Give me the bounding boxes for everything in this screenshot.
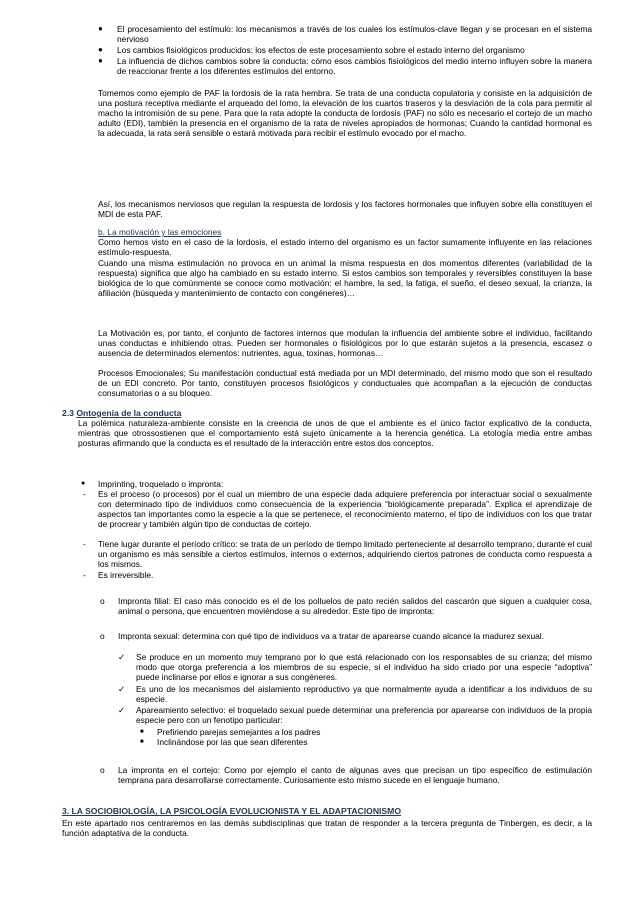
dash-item: Tiene lugar durante el período crítico: se trata de un período de tiempo limitado perteneciente al desarrollo temprano, durante el cual un organismo es más sensible a ciertos estímulos, internos o externos, adquiriendo ciertos patrones de conducta como respuesta a los mismos.: [98, 539, 592, 570]
o-marker: o: [100, 596, 105, 606]
square-item: Prefiriendo parejas semejantes a los padres: [157, 727, 321, 737]
section-number: 2.3: [62, 408, 74, 418]
impronta-filial: Impronta filial: El caso más conocido es el de los polluelos de pato recién salidos del cascarón que siguen a cualquier cosa, animal o persona, que encuentren moviéndose a su alrededor. Este tipo de impronta:: [118, 596, 592, 617]
square-bullet-icon: ■: [140, 739, 144, 745]
o-marker: o: [100, 765, 105, 775]
dash-marker: -: [83, 489, 86, 499]
paragraph-lordosis: Tomemos como ejemplo de PAF la lordosis de la rata hembra. Se trata de una conducta copulatoria y consiste en la adquisición de una postura receptiva mediante el arqueado del lomo, la elevación de los cuartos traseros y la desviación de la cola para permitir al macho la intromisión de su pene. Para que la rata adopte la conducta de lordosis (PAF) no sólo es necesario el cortejo de un macho adulto (EDI), también la presencia en el organismo de la rata de niveles apropiados de hormonas; Cuando la cantidad hormonal es la adecuada, la rata será sensible o estará motivada para recibir el estímulo evocado por el macho.: [98, 88, 592, 139]
paragraph-sociobiologia: En este apartado nos centraremos en las demás subdisciplinas que tratan de responder a la tercera pregunta de Tinbergen, es decir, a la función adaptativa de la conducta.: [62, 818, 592, 839]
bullet-dot: ●: [81, 480, 86, 487]
bullet-item: La influencia de dichos cambios sobre la conducta: cómo esos cambios fisiológicos del medio interno influyen sobre la manera de reaccionar frente a los diferentes estímulos del entorno.: [117, 56, 592, 77]
bullet-item: El procesamiento del estímulo: los mecanismos a través de los cuales los estímulos-clave llegan y se procesan en el sistema nervioso: [117, 24, 592, 45]
section-heading-2-3: [62, 408, 181, 418]
check-item: Apareamiento selectivo: el troquelado sexual puede determinar una preferencia por aparearse con individuos de la propia especie pero con un fenotipo particular:: [136, 705, 592, 726]
subheading-text: b. La motivación y las emociones: [98, 227, 222, 237]
dash-item: Es irreversible.: [98, 570, 154, 580]
o-marker: o: [100, 631, 105, 641]
square-item: Inclinándose por las que sean diferentes: [157, 737, 308, 747]
paragraph-emociones: Procesos Emocionales; Su manifestación conductual está mediada por un MDI determinado, del mismo modo que son el resultado de un EDI concreto. Por tanto, constituyen procesos fisiológicos y conductuales que acompañan a la ejecución de conductas consumatorias o a su bloqueo.: [98, 368, 592, 399]
dash-marker: -: [83, 539, 86, 549]
paragraph-motivacion-3: La Motivación es, por tanto, el conjunto de factores internos que modulan la influencia del ambiente sobre el individuo, facilitando unas conductas e inhibiendo otras. Pueden ser hormonales o fisiológicos por lo que estarán sujetos a la presencia, escasez o ausencia de determinados elementos: nutrientes, agua, toxinas, hormonas…: [98, 328, 592, 359]
check-item: Se produce en un momento muy temprano por lo que está relacionado con los responsables de su crianza; del mismo modo que otorga preferencia a los miembros de su especie, si el individuo ha sido criado por una especie “adoptiva” puede inclinarse por ellos e ignorar a sus congéneres.: [136, 652, 592, 683]
bullet-dot: ●: [98, 45, 103, 54]
paragraph-ontogenia: La polémica naturaleza-ambiente consiste en la creencia de unos de que el ambiente es el único factor explicativo de la conducta, mientras que otrossostienen que el comportamiento está sujeto únicamente a la herencia genética. La etología media entre ambas posturas afirmando que la conducta es el resultado de la interacción entre estos dos conceptos.: [78, 418, 592, 449]
check-icon: ✓: [118, 705, 126, 715]
dash-marker: -: [83, 570, 86, 580]
impronta-sexual: Impronta sexual: determina con qué tipo de individuos va a tratar de aparearse cuando alcance la madurez sexual.: [118, 631, 544, 641]
paragraph-motivacion-1: Como hemos visto en el caso de la lordosis, el estado interno del organismo es un factor sumamente influyente en las relaciones estímulo-respuesta.: [98, 237, 592, 258]
subheading-motivacion: [98, 227, 592, 237]
square-bullet-icon: ■: [140, 729, 144, 735]
impronta-cortejo: La impronta en el cortejo: Como por ejemplo el canto de algunas aves que precisan un tipo específico de estimulación temprana para desarrollarse correctamente. Curiosamente esto mismo sucede en el lenguaje humano.: [118, 765, 592, 786]
section-heading-3: [62, 806, 401, 816]
check-item: Es uno de los mecanismos del aislamiento reproductivo ya que normalmente ayuda a identificar a los individuos de su especie.: [136, 684, 592, 705]
bullet-dot: ●: [98, 56, 103, 65]
bullet-item: Los cambios fisiológicos producidos: los efectos de este procesamiento sobre el estado interno del organismo: [117, 45, 525, 55]
paragraph-mdi: Así, los mecanismos nerviosos que regulan la respuesta de lordosis y los factores hormonales que influyen sobre ella constituyen el MDI de esta PAF.: [98, 199, 592, 220]
check-icon: ✓: [118, 652, 126, 662]
paragraph-motivacion-2: Cuando una misma estimulación no provoca en un animal la misma respuesta en dos momentos diferentes (variabilidad de la respuesta) significa que algo ha cambiado en su estado interno. Si estos cambios son temporales y reversibles constituyen la base biológica de lo que comúnmente se conoce como motivación: el hambre, la sed, la fatiga, el sueño, el deseo sexual, la crianza, la afiliación (búsqueda y mantenimiento de contacto con congéneres)…: [98, 258, 592, 299]
imprinting-item: Imprinting, troquelado o impronta:: [98, 479, 224, 489]
check-icon: ✓: [118, 684, 126, 694]
dash-item: Es el proceso (o procesos) por el cual un miembro de una especie dada adquiere preferencia por interactuar social o sexualmente con determinado tipo de individuos como consecuencia de la experiencia “biológicamente preparada”. Explica el aprendizaje de aspectos tan importantes como la especie a la que se pertenece, el reconocimiento materno, el tipo de individuos con los que tratar de procrear y también algún tipo de conductas de cortejo.: [98, 489, 592, 530]
section-title: 3. LA SOCIOBIOLOGÍA, LA PSICOLOGÍA EVOLUCIONISTA Y EL ADAPTACIONISMO: [62, 806, 401, 816]
bullet-dot: ●: [98, 24, 103, 33]
section-title: Ontogenia de la conducta: [76, 408, 182, 418]
